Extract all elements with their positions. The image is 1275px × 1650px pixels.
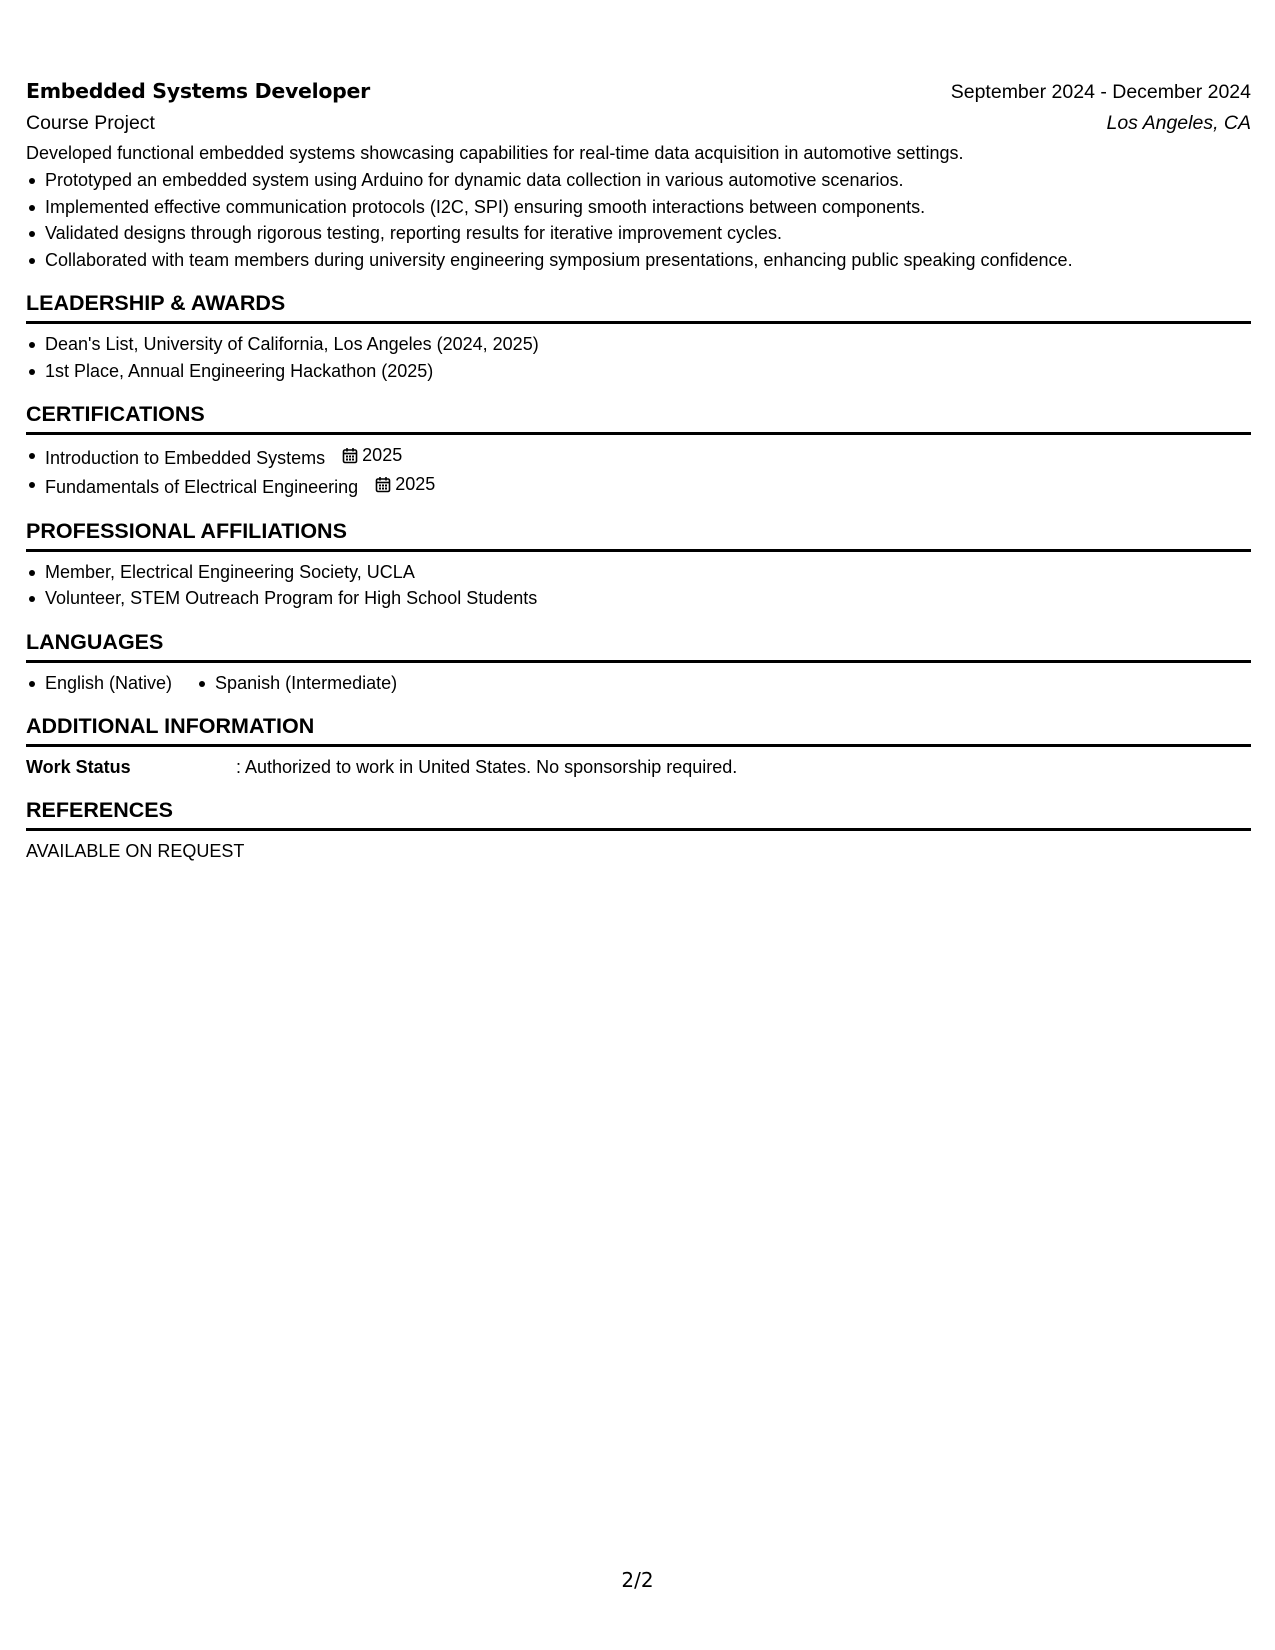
section-heading: CERTIFICATIONS	[26, 400, 1251, 435]
job-description: Developed functional embedded systems showcasing capabilities for real-time data acquisition in automotive settings.	[26, 143, 964, 163]
affiliations-list	[26, 559, 1251, 612]
list-item: Volunteer, STEM Outreach Program for High School Students	[26, 585, 1251, 612]
calendar-icon	[342, 447, 358, 464]
experience-subheader	[26, 109, 1251, 137]
work-status-label: Work Status	[26, 757, 131, 777]
experience-entry	[26, 77, 1251, 273]
job-location: Los Angeles, CA	[1106, 112, 1251, 134]
list-item: Prototyped an embedded system using Arduino for dynamic data collection in various automotive scenarios.	[26, 167, 1251, 194]
job-title: Embedded Systems Developer	[26, 79, 370, 103]
list-item: Member, Electrical Engineering Society, UCLA	[26, 559, 1251, 586]
list-item: Collaborated with team members during university engineering symposium presentations, enhancing public speaking confidence.	[26, 247, 1251, 274]
page-number: 2/2	[621, 1568, 654, 1592]
experience-header	[26, 77, 1251, 106]
section-heading: PROFESSIONAL AFFILIATIONS	[26, 517, 1251, 552]
list-item: Validated designs through rigorous testing, reporting results for iterative improvement cycles.	[26, 220, 1251, 247]
section-heading: LANGUAGES	[26, 628, 1251, 663]
section-affiliations	[26, 517, 1251, 612]
list-item: Dean's List, University of California, Los Angeles (2024, 2025)	[26, 331, 1251, 358]
resume-page	[26, 77, 1251, 864]
leadership-list	[26, 331, 1251, 384]
list-item: Implemented effective communication protocols (I2C, SPI) ensuring smooth interactions between components.	[26, 194, 1251, 221]
certification-date	[375, 471, 435, 498]
references-text: AVAILABLE ON REQUEST	[26, 841, 245, 861]
section-heading: LEADERSHIP & AWARDS	[26, 289, 1251, 324]
section-additional-information	[26, 712, 1251, 780]
certifications-list	[26, 442, 1251, 501]
certification-year: 2025	[362, 445, 403, 465]
languages-list	[26, 670, 1251, 697]
section-leadership	[26, 289, 1251, 384]
job-dates: September 2024 - December 2024	[950, 81, 1251, 103]
certification-date	[342, 442, 402, 469]
section-references	[26, 796, 1251, 864]
job-bullets	[26, 167, 1251, 273]
certification-name: Fundamentals of Electrical Engineering	[45, 477, 359, 497]
work-status-value: : Authorized to work in United States. No sponsorship required.	[236, 757, 738, 777]
list-item	[26, 442, 1251, 471]
certification-name: Introduction to Embedded Systems	[45, 447, 326, 468]
list-item: English (Native)	[26, 670, 172, 697]
work-status-row	[26, 754, 1251, 780]
job-subtitle: Course Project	[26, 112, 155, 134]
list-item: 1st Place, Annual Engineering Hackathon (2025)	[26, 358, 1251, 385]
section-heading: ADDITIONAL INFORMATION	[26, 712, 1251, 747]
section-languages	[26, 628, 1251, 697]
list-item: Spanish (Intermediate)	[196, 670, 397, 697]
list-item	[26, 471, 1251, 500]
section-certifications	[26, 400, 1251, 501]
certification-year: 2025	[395, 474, 436, 495]
calendar-icon	[375, 476, 391, 493]
section-heading: REFERENCES	[26, 796, 1251, 831]
